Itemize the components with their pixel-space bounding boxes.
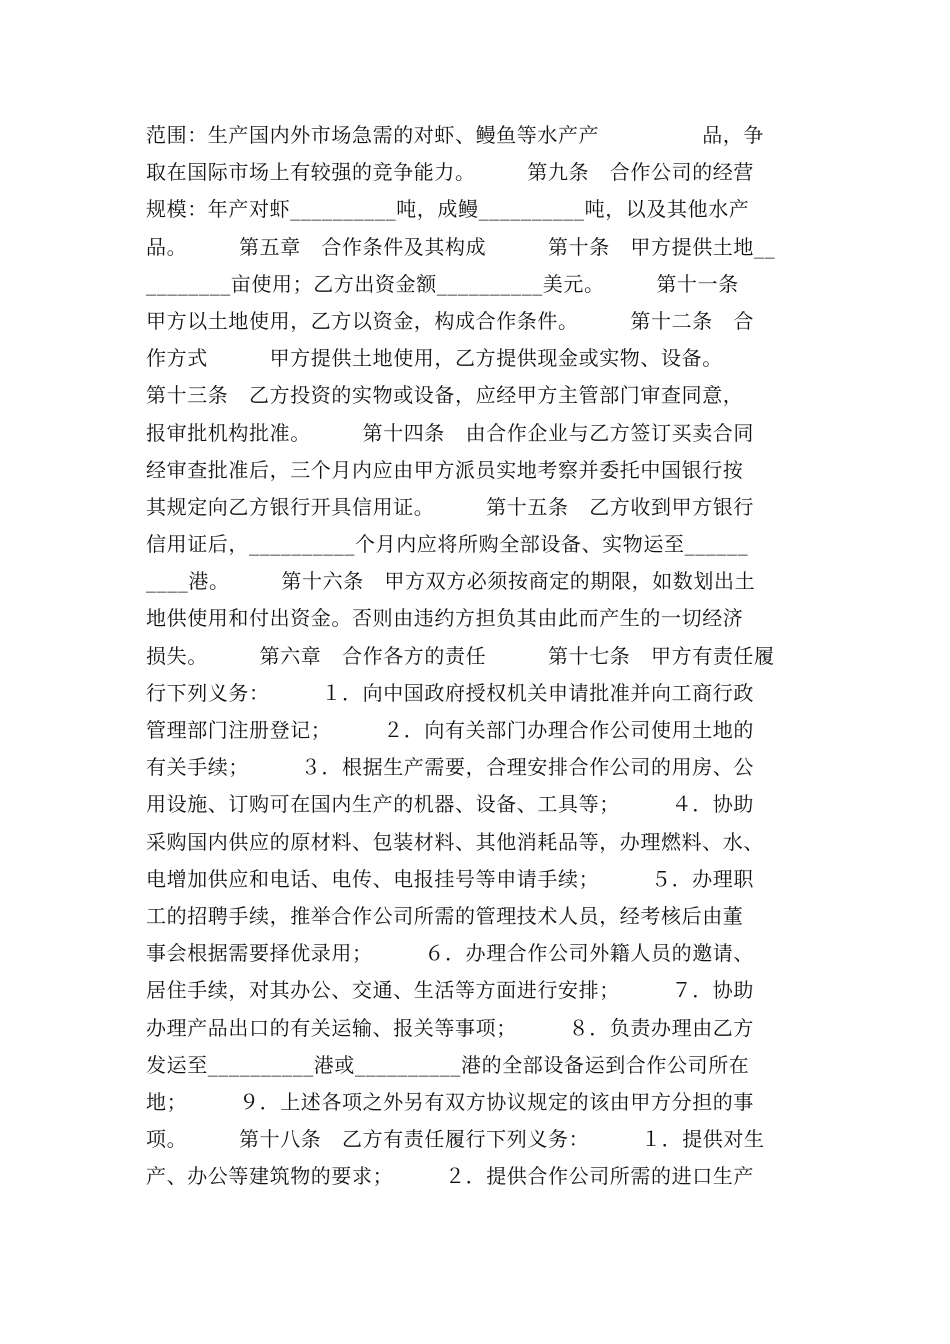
text-line: ________亩使用；乙方出资金额__________美元。 第十一条 [146,271,739,296]
text-line: 发运至__________港或__________港的全部设备运到合作公司所在 [146,1052,750,1077]
text-line: 采购国内供应的原材料、包装材料、其他消耗品等，办理燃料、水、 [146,829,764,854]
contract-body-text [146,117,846,1195]
text-line: 损失。 第六章 合作各方的责任 第十七条 甲方有责任履 [146,643,775,668]
text-line: 报审批机构批准。 第十四条 由合作企业与乙方签订买卖合同 [146,420,754,445]
text-line: 居住手续，对其办公、交通、生活等方面进行安排； ７．协助 [146,978,754,1003]
text-line: 行下列义务： １．向中国政府授权机关申请批准并向工商行政 [146,680,754,705]
text-line: 其规定向乙方银行开具信用证。 第十五条 乙方收到甲方银行 [146,494,754,519]
text-line: 地； ９．上述各项之外另有双方协议规定的该由甲方分担的事 [146,1089,754,1114]
text-line: 电增加供应和电话、电传、电报挂号等申请手续； ５．办理职 [146,866,754,891]
text-line: 作方式 甲方提供土地使用，乙方提供现金或实物、设备。 [146,346,723,371]
text-line: 甲方以土地使用，乙方以资金，构成合作条件。 第十二条 合 [146,308,754,333]
text-line: 工的招聘手续，推举合作公司所需的管理技术人员，经考核后由董 [146,903,744,928]
text-line: 事会根据需要择优录用； ６．办理合作公司外籍人员的邀请、 [146,941,754,966]
text-line: 用设施、订购可在国内生产的机器、设备、工具等； ４．协助 [146,792,754,817]
text-line: 产、办公等建筑物的要求； ２．提供合作公司所需的进口生产 [146,1164,754,1189]
text-line: 项。 第十八条 乙方有责任履行下列义务： １．提供对生 [146,1127,765,1152]
text-line: 范围：生产国内外市场急需的对虾、鳗鱼等水产产 品，争 [146,123,764,147]
text-line: 经审查批准后，三个月内应由甲方派员实地考察并委托中国银行按 [146,457,744,482]
text-line: 信用证后，__________个月内应将所购全部设备、实物运至______ [146,532,749,557]
text-line: ____港。 第十六条 甲方双方必须按商定的期限，如数划出土 [146,569,756,594]
text-line: 取在国际市场上有较强的竞争能力。 第九条 合作公司的经营 [146,160,754,185]
text-line: 有关手续； ３．根据生产需要，合理安排合作公司的用房、公 [146,755,754,780]
text-line: 办理产品出口的有关运输、报关等事项； ８．负责办理由乙方 [146,1015,754,1040]
text-line: 第十三条 乙方投资的实物或设备，应经甲方主管部门审查同意， [146,383,744,408]
text-line: 品。 第五章 合作条件及其构成 第十条 甲方提供土地__ [146,234,776,259]
text-line: 管理部门注册登记； ２．向有关部门办理合作公司使用土地的 [146,718,754,742]
text-line: 地供使用和付出资金。否则由违约方担负其由此而产生的一切经济 [146,606,744,631]
text-line: 规模：年产对虾__________吨，成鳗__________吨，以及其他水产 [146,197,750,222]
